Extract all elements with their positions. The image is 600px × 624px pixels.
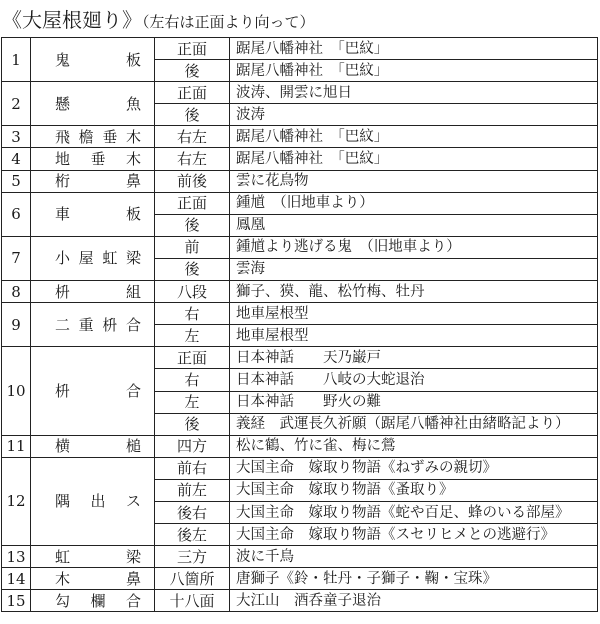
item-description: 鳳凰	[230, 214, 598, 236]
item-position: 後右	[155, 501, 230, 523]
item-position: 後左	[155, 524, 230, 546]
table-row	[2, 192, 598, 214]
item-name: 枡 組	[31, 281, 155, 303]
item-position: 右左	[155, 148, 230, 170]
item-name: 枡 合	[31, 347, 155, 435]
item-description: 波涛、開雲に旭日	[230, 82, 598, 104]
item-description: 波に千鳥	[230, 546, 598, 568]
item-number: 11	[2, 435, 31, 457]
item-position: 前左	[155, 479, 230, 501]
table-row	[2, 568, 598, 590]
item-name: 桁 鼻	[31, 170, 155, 192]
item-position: 左	[155, 391, 230, 413]
item-number: 9	[2, 303, 31, 347]
item-number: 8	[2, 281, 31, 303]
carving-table-body	[2, 38, 598, 612]
table-row	[2, 303, 598, 325]
item-position: 正面	[155, 192, 230, 214]
item-position: 右	[155, 303, 230, 325]
item-position: 前後	[155, 170, 230, 192]
item-name: 車 板	[31, 192, 155, 236]
item-position: 右左	[155, 126, 230, 148]
item-number: 10	[2, 347, 31, 435]
item-position: 三方	[155, 546, 230, 568]
table-row	[2, 148, 598, 170]
item-description: 雲海	[230, 258, 598, 280]
item-position: 前右	[155, 457, 230, 479]
table-row	[2, 590, 598, 612]
item-position: 後	[155, 413, 230, 435]
item-number: 5	[2, 170, 31, 192]
title-main: 《大屋根廻り》	[2, 8, 142, 32]
item-position: 後	[155, 258, 230, 280]
table-row	[2, 38, 598, 60]
table-row	[2, 281, 598, 303]
title-sub: （左右は正面より向って）	[142, 13, 315, 31]
item-description: 雲に花鳥物	[230, 170, 598, 192]
item-name: 虹 梁	[31, 546, 155, 568]
table-row	[2, 236, 598, 258]
item-number: 13	[2, 546, 31, 568]
table-row	[2, 457, 598, 479]
item-name: 横 槌	[31, 435, 155, 457]
item-number: 14	[2, 568, 31, 590]
item-number: 12	[2, 457, 31, 545]
item-description: 踞尾八幡神社 「巴紋」	[230, 148, 598, 170]
item-description: 大国主命 嫁取り物語《ねずみの親切》	[230, 457, 598, 479]
table-row	[2, 82, 598, 104]
table-row	[2, 170, 598, 192]
item-description: 鍾馗より逃げる鬼 （旧地車より）	[230, 236, 598, 258]
item-number: 15	[2, 590, 31, 612]
item-name: 二重枡合	[31, 303, 155, 347]
item-description: 獅子、獏、龍、松竹梅、牡丹	[230, 281, 598, 303]
item-description: 踞尾八幡神社 「巴紋」	[230, 38, 598, 60]
item-position: 四方	[155, 435, 230, 457]
item-position: 正面	[155, 347, 230, 369]
item-position: 後	[155, 104, 230, 126]
table-row	[2, 126, 598, 148]
item-name: 飛檐垂木	[31, 126, 155, 148]
page-title	[2, 4, 315, 30]
table-row	[2, 546, 598, 568]
item-name: 懸 魚	[31, 82, 155, 126]
item-position: 正面	[155, 82, 230, 104]
item-description: 日本神話 八岐の大蛇退治	[230, 369, 598, 391]
item-name: 勾欄合	[31, 590, 155, 612]
item-number: 1	[2, 38, 31, 82]
item-description: 踞尾八幡神社 「巴紋」	[230, 126, 598, 148]
item-description: 鍾馗 （旧地車より）	[230, 192, 598, 214]
carving-table	[1, 37, 598, 612]
item-name: 隅出ス	[31, 457, 155, 545]
item-position: 八段	[155, 281, 230, 303]
item-position: 左	[155, 325, 230, 347]
item-description: 大国主命 嫁取り物語《蛇や百足、蜂のいる部屋》	[230, 501, 598, 523]
item-position: 正面	[155, 38, 230, 60]
item-number: 6	[2, 192, 31, 236]
item-description: 義経 武運長久祈願（踞尾八幡神社由緒略記より）	[230, 413, 598, 435]
item-number: 2	[2, 82, 31, 126]
item-description: 日本神話 天乃巌戸	[230, 347, 598, 369]
item-description: 松に鶴、竹に雀、梅に鶯	[230, 435, 598, 457]
item-description: 大国主命 嫁取り物語《スセリヒメとの逃避行》	[230, 524, 598, 546]
item-name: 小屋虹梁	[31, 236, 155, 280]
item-position: 後	[155, 60, 230, 82]
item-number: 3	[2, 126, 31, 148]
table-row	[2, 435, 598, 457]
item-description: 大国主命 嫁取り物語《蚤取り》	[230, 479, 598, 501]
item-description: 地車屋根型	[230, 325, 598, 347]
item-number: 4	[2, 148, 31, 170]
item-description: 地車屋根型	[230, 303, 598, 325]
item-description: 唐獅子《鈴・牡丹・子獅子・鞠・宝珠》	[230, 568, 598, 590]
item-name: 地垂木	[31, 148, 155, 170]
item-name: 鬼 板	[31, 38, 155, 82]
item-position: 右	[155, 369, 230, 391]
item-position: 十八面	[155, 590, 230, 612]
item-position: 八箇所	[155, 568, 230, 590]
item-name: 木 鼻	[31, 568, 155, 590]
item-position: 前	[155, 236, 230, 258]
table-row	[2, 347, 598, 369]
item-description: 波涛	[230, 104, 598, 126]
item-description: 大江山 酒呑童子退治	[230, 590, 598, 612]
item-description: 踞尾八幡神社 「巴紋」	[230, 60, 598, 82]
item-position: 後	[155, 214, 230, 236]
item-number: 7	[2, 236, 31, 280]
item-description: 日本神話 野火の難	[230, 391, 598, 413]
